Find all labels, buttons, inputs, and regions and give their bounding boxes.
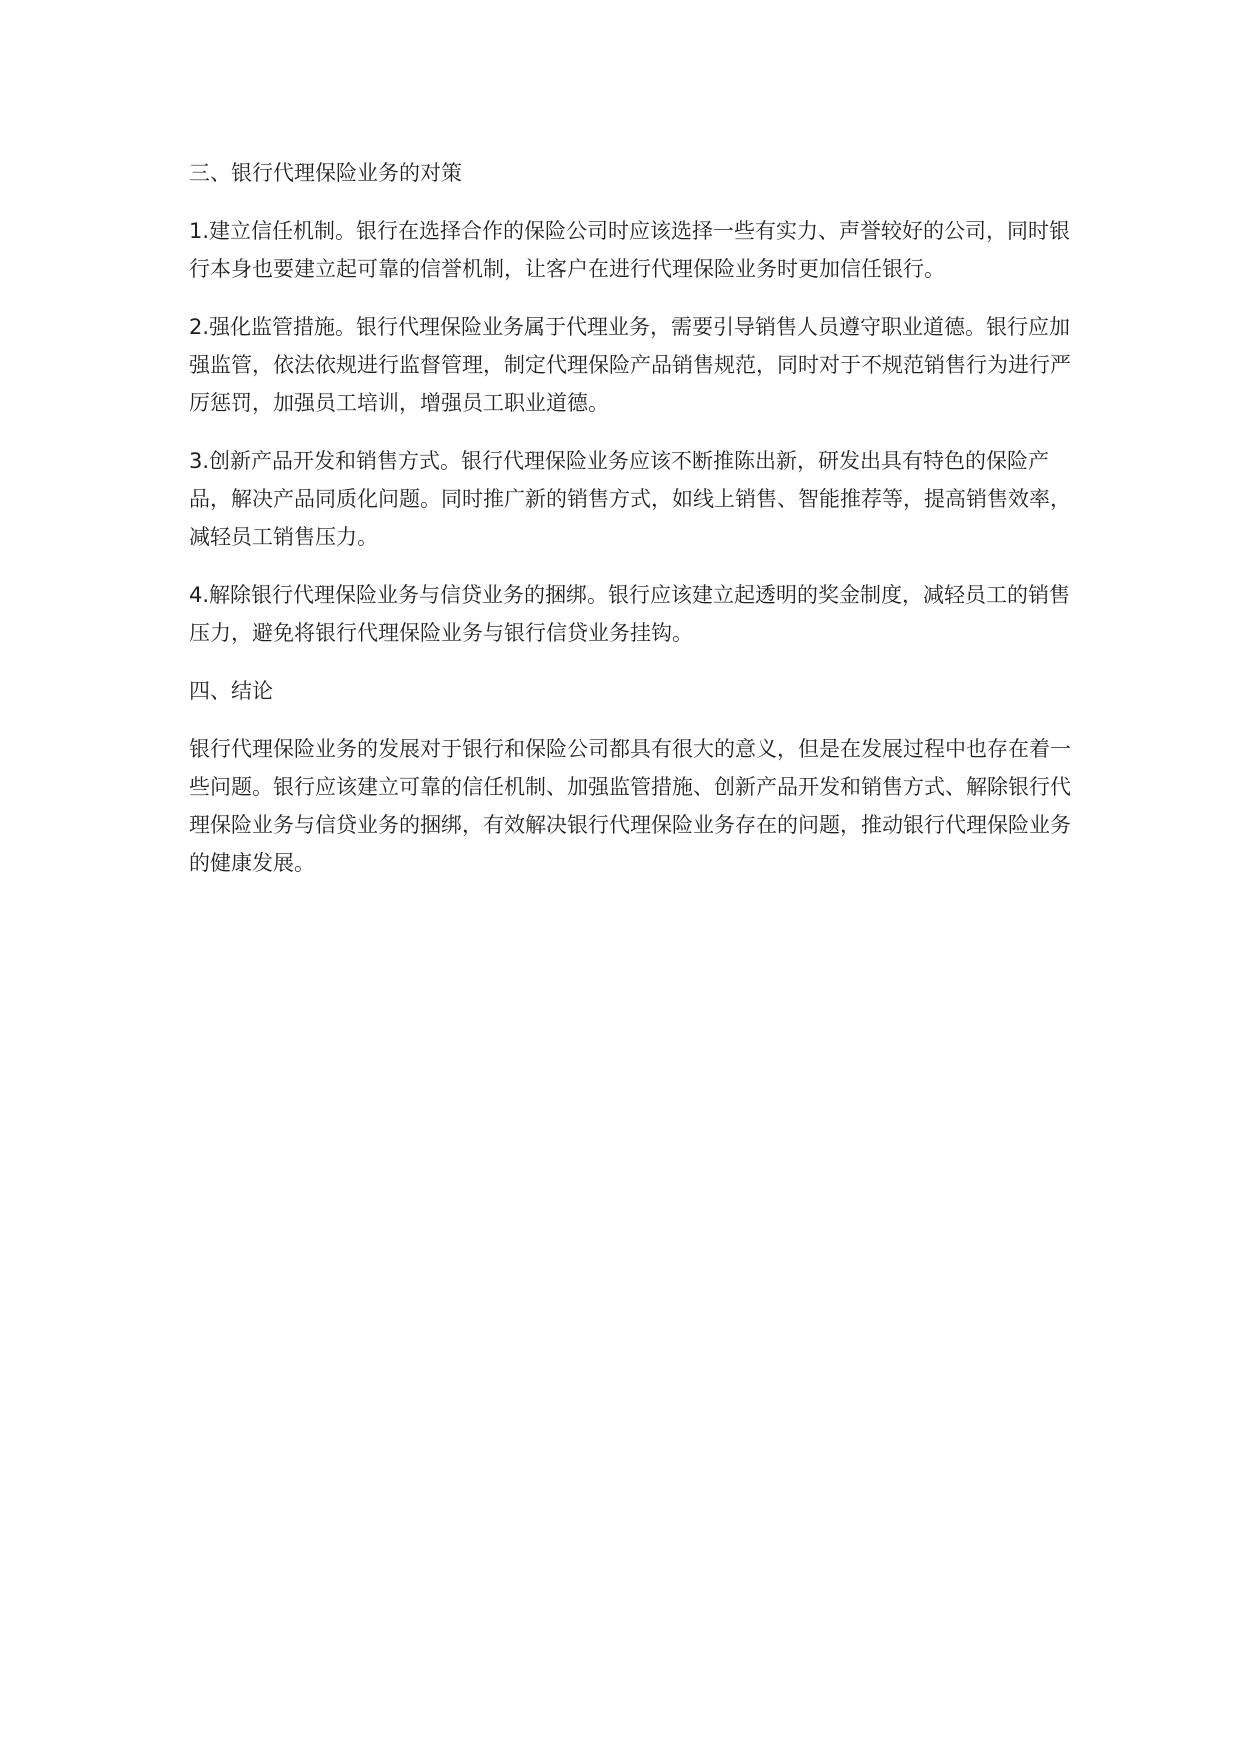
paragraph-product-innovation: 3.创新产品开发和销售方式。银行代理保险业务应该不断推陈出新，研发出具有特色的保险产品，解决产品同质化问题。同时推广新的销售方式，如线上销售、智能推荐等，提高销售效率，减轻员工销售压力。 [189,449,1071,549]
section-heading-conclusion: 四、结论 [189,679,273,703]
paragraph-trust-mechanism: 1.建立信任机制。银行在选择合作的保险公司时应该选择一些有实力、声誉较好的公司，同时银行本身也要建立起可靠的信誉机制，让客户在进行代理保险业务时更加信任银行。 [189,219,1071,281]
paragraph-unbundling: 4.解除银行代理保险业务与信贷业务的捆绑。银行应该建立起透明的奖金制度，减轻员工的销售压力，避免将银行代理保险业务与银行信贷业务挂钩。 [189,583,1071,645]
section-heading-countermeasures: 三、银行代理保险业务的对策 [189,161,462,185]
document-body [189,154,1084,902]
paragraph-conclusion: 银行代理保险业务的发展对于银行和保险公司都具有很大的意义，但是在发展过程中也存在着一些问题。银行应该建立可靠的信任机制、加强监管措施、创新产品开发和销售方式、解除银行代理保险业务与信贷业务的捆绑，有效解决银行代理保险业务存在的问题，推动银行代理保险业务的健康发展。 [189,737,1071,875]
paragraph-supervision: 2.强化监管措施。银行代理保险业务属于代理业务，需要引导销售人员遵守职业道德。银行应加强监管，依法依规进行监督管理，制定代理保险产品销售规范，同时对于不规范销售行为进行严厉惩罚，加强员工培训，增强员工职业道德。 [189,315,1071,415]
